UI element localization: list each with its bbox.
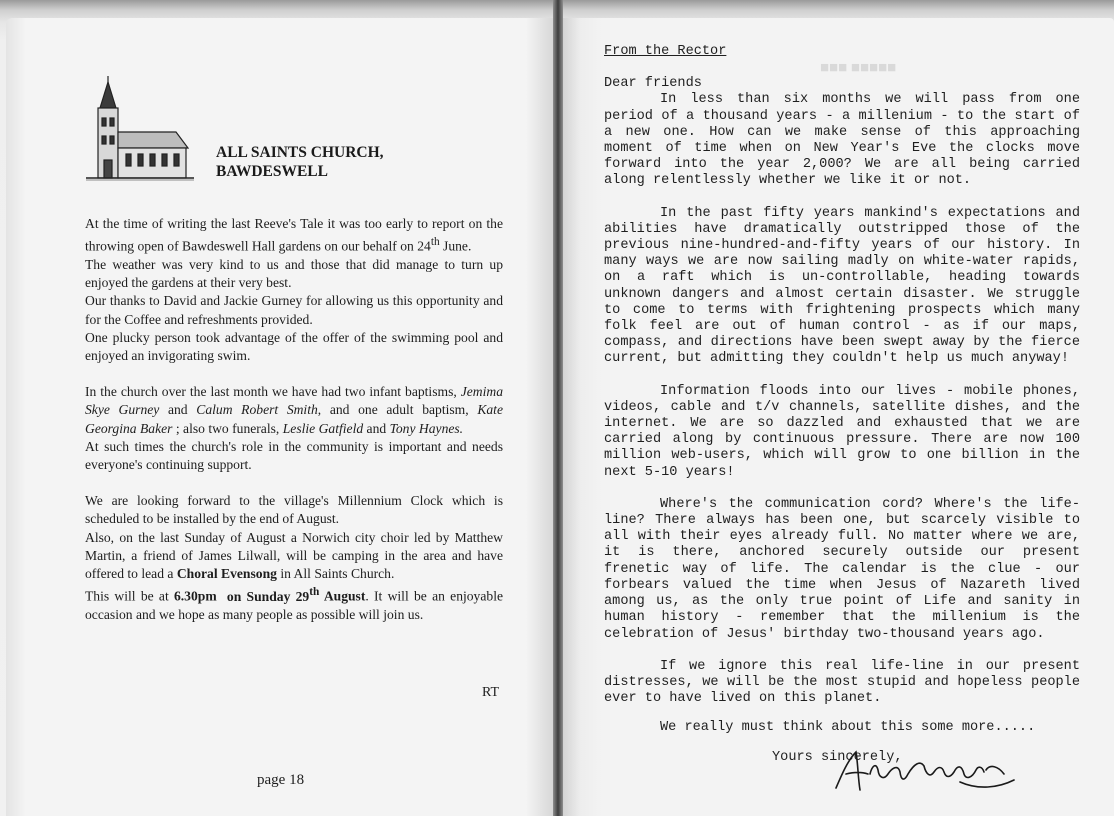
paragraph-baptisms bbox=[85, 383, 503, 438]
text-span: , and one adult baptism, bbox=[317, 402, 478, 418]
name-italic: Jemima Skye Gurney bbox=[85, 384, 503, 418]
letter-closing-line: We really must think about this some more..... bbox=[660, 720, 1036, 735]
book-gutter bbox=[553, 0, 563, 816]
text-span: Also, on the last Sunday of August a Norwich city choir led by Matthew Martin, a friend of James Lilwall, will be camping in the area and have offered to lead a bbox=[85, 529, 503, 581]
paragraph-swim: One plucky person took advantage of the offer of the swimming pool and enjoyed an invigorating swim. bbox=[85, 329, 503, 363]
letter-salutation: Dear friends bbox=[604, 76, 702, 92]
name-italic: Leslie Gatfield bbox=[282, 420, 364, 436]
church-title-line1: ALL SAINTS CHURCH, bbox=[216, 144, 384, 161]
text-span: In the church over the last month we have had two infant baptisms, bbox=[85, 384, 461, 400]
text-span: and bbox=[363, 420, 390, 436]
text-span: . It will be an enjoyable occasion and we hope as many people as possible will join us. bbox=[85, 588, 503, 622]
letter-signoff: Yours sincerely, bbox=[772, 750, 903, 765]
letter-paragraph: In less than six months we will pass from one period of a thousand years - a millenium - to the start of a new one. How can we make sense of this approaching moment of time when on New Year's Eve the clocks move forward into the year 2,000? We are all being carried along relentlessly whether we like it or not. bbox=[604, 92, 1080, 189]
paragraph-weather: The weather was very kind to us and those that did manage to turn up enjoyed the gardens at their very best. bbox=[85, 256, 503, 291]
text-span: June. bbox=[439, 238, 472, 254]
rector-letter bbox=[604, 44, 1080, 707]
letter-heading: From the Rector bbox=[604, 44, 727, 59]
bold-text: on Sunday 29 bbox=[221, 588, 310, 604]
paragraph-community: At such times the church's role in the community is important and needs everyone's continuing support. bbox=[85, 438, 503, 472]
paragraph-choir bbox=[85, 529, 503, 584]
bold-text: August bbox=[319, 588, 366, 604]
name-italic: Tony Haynes. bbox=[389, 420, 464, 436]
church-title bbox=[216, 143, 384, 181]
church-title-line2: BAWDESWELL bbox=[216, 163, 328, 180]
handwritten-signature bbox=[828, 744, 1018, 796]
paragraph-clock: We are looking forward to the village's Millennium Clock which is scheduled to be installed by the end of August. bbox=[85, 493, 503, 527]
show-through-text: ■■■ ■■■■■ bbox=[820, 60, 897, 76]
left-article bbox=[85, 215, 503, 624]
bold-text: 6.30pm bbox=[173, 588, 217, 604]
text-span: ; also two funerals, bbox=[172, 420, 283, 436]
paragraph-evensong-time bbox=[85, 583, 503, 624]
letter-paragraph: If we ignore this real life-line in our present distresses, we will be the most stupid and hopeless people ever to have lived on this planet. bbox=[604, 658, 1080, 707]
page-number: page 18 bbox=[257, 772, 305, 788]
paragraph-thanks: Our thanks to David and Jackie Gurney for allowing us this opportunity and for the Coffee and refreshments provided. bbox=[85, 293, 503, 327]
superscript: th bbox=[430, 236, 440, 249]
letter-paragraph: Information floods into our lives - mobile phones, videos, cable and t/v channels, satellite dishes, and the internet. We are so dazzled and exhausted that we are carried along by continuous pressure. There are now 100 million web-users, which will grow to one billion in the next 5-10 years! bbox=[604, 383, 1080, 480]
name-italic: Calum Robert Smith bbox=[196, 402, 318, 418]
text-span: and bbox=[159, 402, 197, 418]
author-initials: RT bbox=[482, 685, 500, 700]
letter-paragraph: In the past fifty years mankind's expectations and abilities have dramatically outstripped those of the previous nine-hundred-and-fifty years of our history. In many ways we are now sailing madly on white-water rapids, on a raft which is un-controllable, heading towards unknown dangers and almost certain disaster. We struggle to come to terms with frightening prospects which many folk feel are out of human control - as if our maps, compass, and directions have been swept away by the fierce current, but admitting they couldn't help us much anyway! bbox=[604, 205, 1080, 367]
superscript: th bbox=[309, 586, 320, 599]
paragraph-gardens bbox=[85, 215, 503, 256]
name-italic: Kate Georgina Baker bbox=[85, 402, 503, 436]
text-span: This will be at bbox=[85, 588, 174, 604]
text-span: in All Saints Church. bbox=[276, 565, 395, 581]
bold-text: Choral Evensong bbox=[176, 565, 277, 581]
text-span: At the time of writing the last Reeve's Tale it was too early to report on the throwing open of Bawdeswell Hall gardens on our behalf on 24 bbox=[85, 216, 503, 254]
church-illustration-icon bbox=[86, 74, 194, 182]
letter-paragraph: Where's the communication cord? Where's the life-line? There always has been one, but scarcely visible to all with their eyes already full. No matter where we are, it is there, anchored securely outside our present frenetic way of life. The calendar is the clue - our forbears valued the time when Jesus of Nazareth lived among us, as the only true point of Life and sanity in human history - remember that the millenium is the celebration of Jesus' birthday two-thousand years ago. bbox=[604, 496, 1080, 642]
